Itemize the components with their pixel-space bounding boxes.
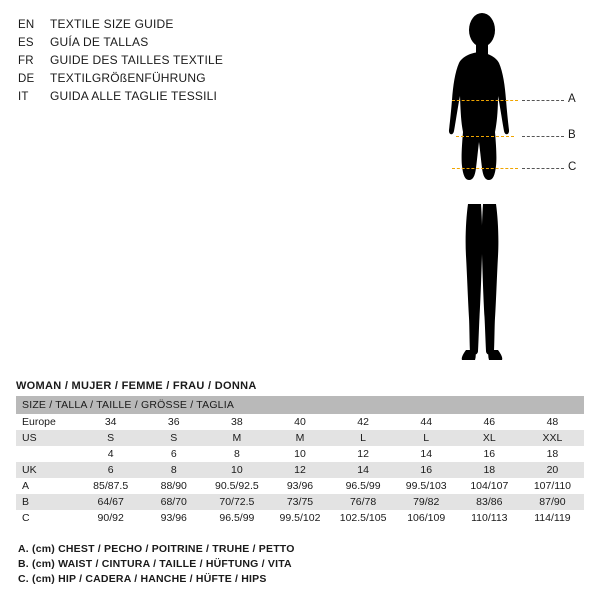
legend-item-waist: B. (cm) WAIST / CINTURA / TAILLE / HÜFTUNG / VITA: [18, 558, 292, 570]
language-title: GUIDE DES TAILLES TEXTILE: [50, 53, 224, 67]
waist-measure-line: [456, 136, 514, 137]
cell: 8: [142, 462, 205, 478]
row-label: B: [16, 494, 79, 510]
table-group-title: WOMAN / MUJER / FEMME / FRAU / DONNA: [16, 380, 257, 392]
cell: 44: [395, 414, 458, 430]
cell: 14: [395, 446, 458, 462]
cell: 93/96: [268, 478, 331, 494]
cell: 18: [458, 462, 521, 478]
cell: 87/90: [521, 494, 584, 510]
female-silhouette-icon: [430, 8, 590, 373]
cell: 14: [332, 462, 395, 478]
row-label: [16, 446, 79, 462]
cell: 16: [395, 462, 458, 478]
cell: XL: [458, 430, 521, 446]
legend-item-chest: A. (cm) CHEST / PECHO / POITRINE / TRUHE / PETTO: [18, 543, 295, 555]
cell: 40: [268, 414, 331, 430]
measurement-legend: [18, 542, 578, 587]
cell: 16: [458, 446, 521, 462]
cell: 42: [332, 414, 395, 430]
language-row: [18, 34, 338, 51]
cell: 68/70: [142, 494, 205, 510]
cell: 107/110: [521, 478, 584, 494]
cell: 10: [205, 462, 268, 478]
table-header-label: SIZE / TALLA / TAILLE / GRÖSSE / TAGLIA: [16, 396, 584, 414]
cell: M: [268, 430, 331, 446]
row-label: A: [16, 478, 79, 494]
row-label: C: [16, 510, 79, 526]
table-row: [16, 446, 584, 462]
cell: 73/75: [268, 494, 331, 510]
cell: 34: [79, 414, 142, 430]
hip-reference-label: C: [568, 161, 577, 173]
chest-measure-line: [452, 100, 518, 101]
table-row: [16, 430, 584, 446]
cell: 110/113: [458, 510, 521, 526]
table-row: [16, 462, 584, 478]
cell: 4: [79, 446, 142, 462]
cell: 114/119: [521, 510, 584, 526]
hip-reference-line: [522, 168, 564, 169]
cell: 96.5/99: [332, 478, 395, 494]
cell: M: [205, 430, 268, 446]
language-title: GUIDA ALLE TAGLIE TESSILI: [50, 89, 218, 103]
cell: 96.5/99: [205, 510, 268, 526]
cell: 106/109: [395, 510, 458, 526]
cell: 88/90: [142, 478, 205, 494]
language-code: FR: [18, 55, 34, 67]
language-row: [18, 52, 338, 69]
cell: 8: [205, 446, 268, 462]
hip-measure-line: [452, 168, 518, 169]
table-row: [16, 414, 584, 430]
cell: L: [395, 430, 458, 446]
language-code: ES: [18, 37, 34, 49]
cell: 99.5/102: [268, 510, 331, 526]
cell: 79/82: [395, 494, 458, 510]
table-row: [16, 510, 584, 526]
cell: 18: [521, 446, 584, 462]
size-table: [16, 396, 584, 526]
legend-item-hip: C. (cm) HIP / CADERA / HANCHE / HÜFTE / HIPS: [18, 573, 267, 585]
cell: 104/107: [458, 478, 521, 494]
cell: 64/67: [79, 494, 142, 510]
row-label: US: [16, 430, 79, 446]
cell: 93/96: [142, 510, 205, 526]
cell: 6: [142, 446, 205, 462]
cell: 90.5/92.5: [205, 478, 268, 494]
language-list: [18, 16, 338, 106]
row-label: Europe: [16, 414, 79, 430]
table-row: [16, 478, 584, 494]
cell: 36: [142, 414, 205, 430]
cell: 48: [521, 414, 584, 430]
language-title: GUÍA DE TALLAS: [50, 35, 149, 49]
language-row: [18, 16, 338, 33]
cell: 90/92: [79, 510, 142, 526]
cell: L: [332, 430, 395, 446]
chest-reference-line: [522, 100, 564, 101]
cell: 38: [205, 414, 268, 430]
language-code: DE: [18, 73, 35, 85]
cell: 10: [268, 446, 331, 462]
cell: 20: [521, 462, 584, 478]
cell: 46: [458, 414, 521, 430]
waist-reference-label: B: [568, 129, 576, 141]
cell: XXL: [521, 430, 584, 446]
language-code: EN: [18, 19, 35, 31]
language-row: [18, 70, 338, 87]
cell: S: [142, 430, 205, 446]
language-title: TEXTILGRÖßENFÜHRUNG: [50, 71, 206, 85]
language-title: TEXTILE SIZE GUIDE: [50, 17, 174, 31]
cell: 76/78: [332, 494, 395, 510]
female-figure: [430, 8, 590, 373]
table-header-row: [16, 396, 584, 414]
cell: S: [79, 430, 142, 446]
language-code: IT: [18, 91, 29, 103]
chest-reference-label: A: [568, 93, 576, 105]
cell: 12: [332, 446, 395, 462]
cell: 6: [79, 462, 142, 478]
cell: 102.5/105: [332, 510, 395, 526]
table-row: [16, 494, 584, 510]
cell: 99.5/103: [395, 478, 458, 494]
cell: 83/86: [458, 494, 521, 510]
cell: 12: [268, 462, 331, 478]
waist-reference-line: [522, 136, 564, 137]
language-row: [18, 88, 338, 105]
row-label: UK: [16, 462, 79, 478]
cell: 70/72.5: [205, 494, 268, 510]
size-table-area: [16, 380, 584, 526]
cell: 85/87.5: [79, 478, 142, 494]
